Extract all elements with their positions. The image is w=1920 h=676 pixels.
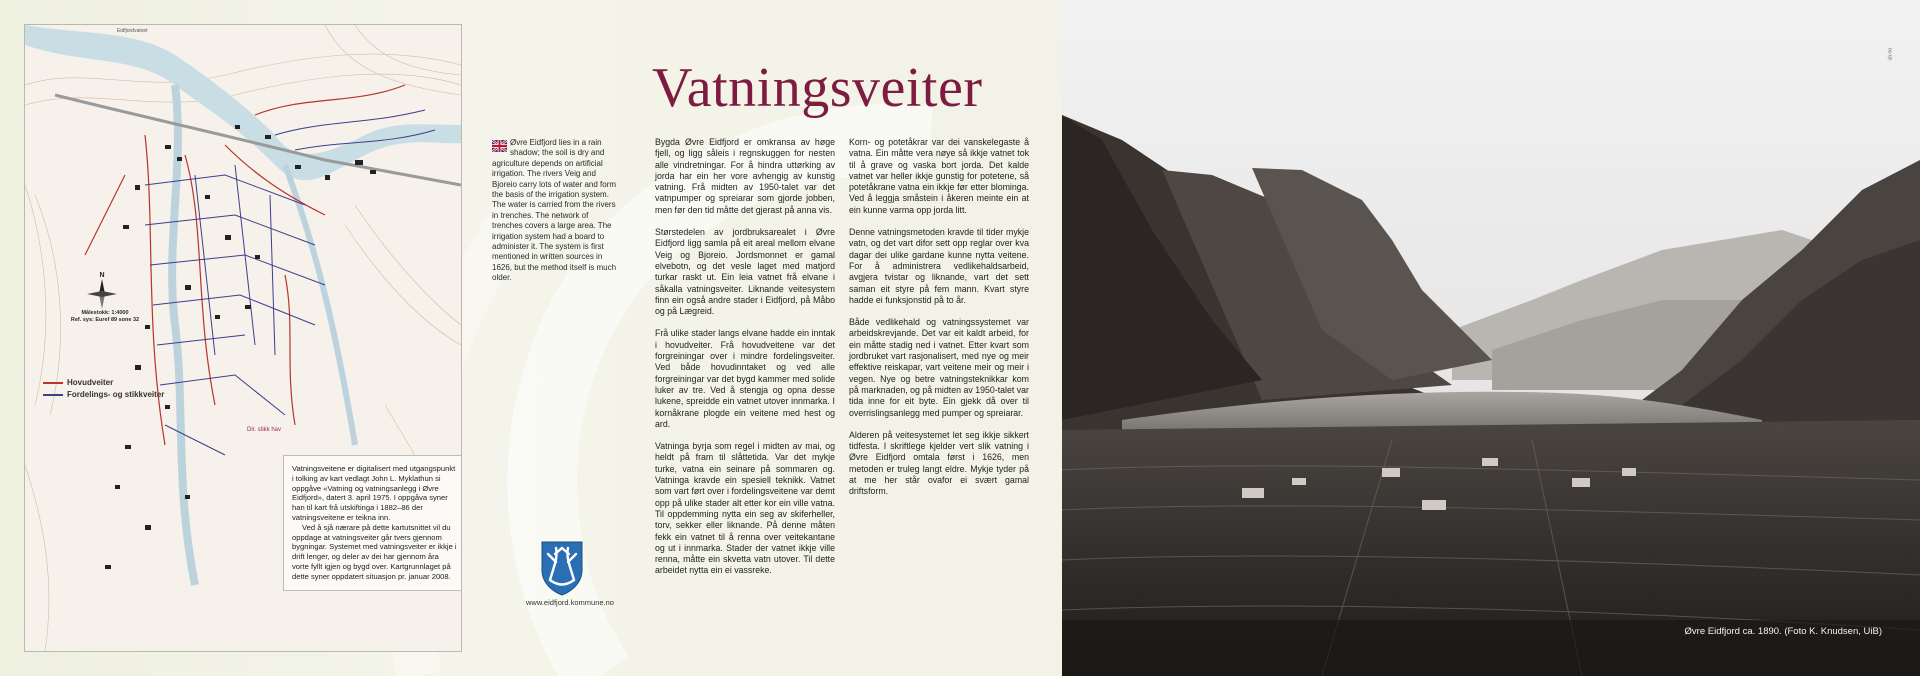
map-scale-line2: Ref. sys: Euref 89 sone 32 (70, 317, 140, 323)
photo-side-mark: ub.no (1888, 48, 1894, 61)
north-compass-icon (85, 270, 119, 310)
english-summary-text: Øvre Eidfjord lies in a rain shadow; the soil is dry and agriculture depends on artificial irrigation. The rivers Veig and Bjoreio carry lots of water and form the basis of the irrigation system. The water is carried from the rivers in trenches. The network of trenches covers a large area. The irrigation system had a board to administer it. The system is first mentioned in written sources in 1626, but the method itself is much older. (492, 138, 617, 283)
fjord-landscape-photo (1062, 0, 1920, 676)
col2-para-4: Alderen på veitesystemet let seg ikkje sikkert tidfesta. I skriftlege kjelder vert slik vatning i Øvre Eidfjord omtala først i 1626, men metoden er truleg langt eldre. Mykje tyder på at me her står ovafor ei svært gamal driftsform. (849, 429, 1029, 497)
col1-para-4: Vatninga byrja som regel i midten av mai, og heldt på fram til slåttetida. Var det mykje turke, vatna ein seinare på sommaren og. Vatninga kravde ein spesiell teknikk. Vatnet som vart ført over i fordelingsveitene var demt opp på ulike stader alt etter kor ein ville vatna. Til oppdemming nytta ein seg av skiferheller, torv, sekker eller liknande. På denne måten fekk ein vatnet til å renna over veitekantane og ut i innmarka. Stader der vatnet ikkje ville renna, måtte ein skvetta vatn utover. Til dette arbeidet nytta ein ei vassreke. (655, 441, 835, 576)
legend-branch-ditch-swatch (43, 394, 63, 396)
photo-caption: Øvre Eidfjord ca. 1890. (Foto K. Knudsen, UiB) (1684, 626, 1882, 637)
map-note: Dir. stikk hav (247, 427, 282, 433)
text-column-2 (849, 137, 1029, 509)
map-scale-line1: Målestokk: 1:4000 (81, 310, 129, 316)
legend-main-ditch (43, 379, 193, 387)
legend-branch-ditch (43, 391, 193, 399)
col2-para-1: Korn- og potetåkrar var dei vanskelegaste å vatna. Ein måtte vera nøye så ikkje vatnet tok til å grave og vaska bort jorda. Det kalde vatnet var heller ikkje gunstig for potetene, så potetåkrane vatna ein ikkje før etter blominga. Ved å leggja småstein i åkeren meinte ein at ein kunne varma opp jorda litt. (849, 137, 1029, 215)
website-url: www.eidfjord.kommune.no (526, 598, 614, 607)
svg-text:N: N (99, 272, 105, 279)
text-column-1 (655, 137, 835, 588)
english-summary (492, 138, 617, 284)
col2-para-2: Denne vatningsmetoden kravde til tider mykje vatn, og det vart difor sett opp reglar over kva dagar dei ulike gardane kunne nytta veitene. For å administrera vedlikehaldsarbeid, avgjera tvistar og liknande, vart det sett saman eit styre på fem mann. Kvart styre hadde ei funksjonstid på to år. (849, 227, 1029, 305)
historic-photo (1062, 0, 1920, 676)
col1-para-3: Frå ulike stader langs elvane hadde ein inntak i hovudveiter. Frå hovudveitene var det forgreiningar over i mindre fordelingsveiter. Ved både hovudinntaket og ved alle forgreiningar var det bygd kammer med solide luker av tre. Ved å stengja og opna desse lukene, spreidde ein vatnet utover innmarka. I kornåkrane plogde ein veitene med hest og ard. (655, 328, 835, 429)
col1-para-1: Bygda Øvre Eidfjord er omkransa av høge fjell, og ligg såleis i regnskuggen for nesten alle vindretningar. For å hindra uttørking av jorda har ein her vore avhengig av kunstig vatning. Frå midten av 1950-talet var det vatnpumper og spreiarar som gjorde jobben, men før den tid måtte det gjerast på anna vis. (655, 137, 835, 215)
uk-flag-icon (492, 140, 507, 152)
map-legend (43, 375, 193, 399)
col2-para-3: Både vedlikehald og vatningssystemet var arbeidskrevjande. Det var eit kaldt arbeid, for ein måtte stadig ned i vatnet. Etter kvart som jordbruket vart rasjonalisert, med nye og meir effektive reiskapar, vart veitene meir og meir i vegen. Nye og betre vatningsteknikkar kom på marknaden, og på midten av 1950-talet var tida inne for eit byte. Ein gjekk då over til overrislingsanlegg med pumper og spreiarar. (849, 317, 1029, 418)
map-textbox-para-2: Ved å sjå nærare på dette kartutsnittet vil du oppdage at vatningsveiter går tvers gjennom bygningar. Systemet med vatningsveiter er ikkje i drift lenger, og deler av dei har gjennom åra vorte fyllt igjen og bygd over. Kartgrunnlaget på dette syner oppdatert situasjon pr. januar 2008. (292, 522, 457, 581)
map-textbox-para-1: Vatningsveitene er digitalisert med utgangspunkt i tolking av kart vedlagt John L. Myklathun si oppgåve «Vatning og vatningsanlegg i Øvre Eidfjord», datert 3. april 1975. I oppgåva syner han til kart frå utskiftinga i 1882–86 der vatningsveitene er teikna inn. (292, 464, 456, 522)
map-textbox (283, 455, 462, 591)
eidfjord-coat-of-arms-icon (540, 540, 584, 596)
legend-main-ditch-label: Hovudveiter (67, 378, 114, 387)
map-scale (55, 310, 155, 324)
legend-branch-ditch-label: Fordelings- og stikkveiter (67, 390, 165, 399)
irrigation-map (24, 24, 462, 652)
col1-para-2: Størstedelen av jordbruksarealet i Øvre Eidfjord ligg samla på eit areal mellom elvane Veig og Bjoreio. Jordsmonnet er gamal elvebotn, og det vesle laget med matjord turkar raskt ut. Ein leia vatnet frå elvane i såkalla vatningsveiter. Liknande veitesystem finn ein også andre stader i Eidfjord, på Måbo og på Lægreid. (655, 227, 835, 317)
legend-main-ditch-swatch (43, 382, 63, 384)
map-top-label: Eidfjordvatnet (117, 28, 148, 34)
page-title: Vatningsveiter (652, 57, 983, 119)
